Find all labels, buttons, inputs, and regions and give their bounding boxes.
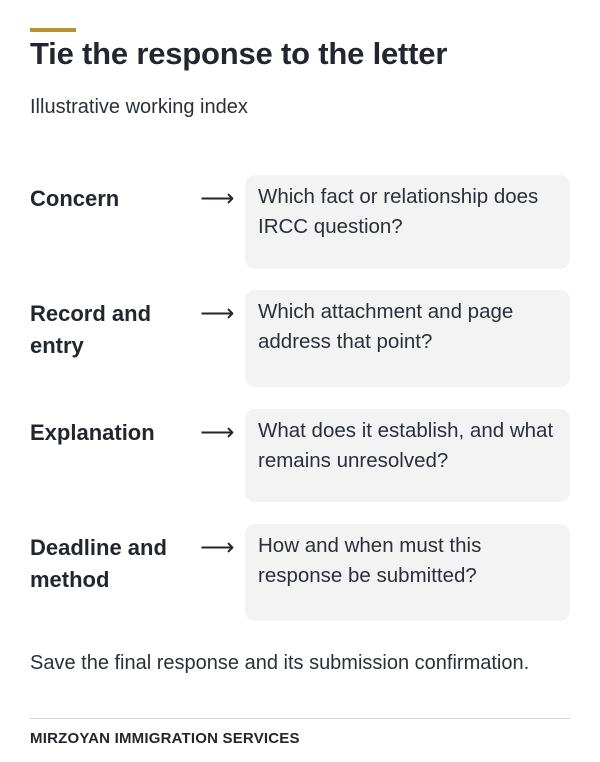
row-label: Deadline and method [30, 535, 167, 592]
brand-name: MIRZOYAN IMMIGRATION SERVICES [30, 730, 300, 747]
row-label: Explanation [30, 420, 155, 445]
right-arrow-icon: ⟶ [200, 300, 235, 327]
divider [30, 718, 570, 719]
row-question-box: Which fact or relationship does IRCC question? [245, 175, 570, 269]
right-arrow-icon: ⟶ [200, 185, 235, 212]
row-question-box: Which attachment and page address that point? [245, 290, 570, 387]
right-arrow-icon: ⟶ [200, 419, 235, 446]
accent-bar [30, 28, 76, 32]
row-question-box: How and when must this response be submitted? [245, 524, 570, 621]
page-title: Tie the response to the letter [30, 36, 448, 71]
right-arrow-icon: ⟶ [200, 534, 235, 561]
page-subtitle: Illustrative working index [30, 96, 248, 118]
row-label: Record and entry [30, 301, 152, 358]
row-label: Concern [30, 186, 120, 211]
footnote: Save the final response and its submission confirmation. [30, 652, 530, 674]
row-question-box: What does it establish, and what remains unresolved? [245, 409, 570, 502]
